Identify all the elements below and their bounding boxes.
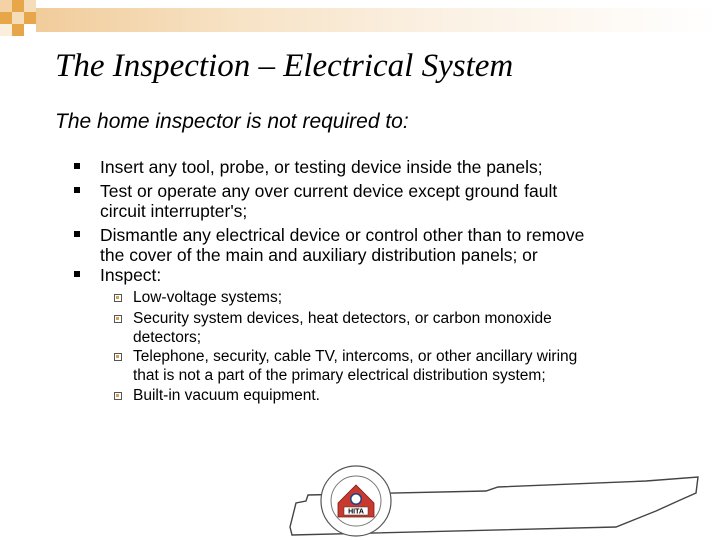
tri-star-inner xyxy=(352,495,361,504)
tennessee-seal-logo xyxy=(286,465,702,537)
list-item-line: Insert any tool, probe, or testing device inside the panels; xyxy=(100,157,543,177)
sub-list-item-line: Telephone, security, cable TV, intercoms, or other ancillary wiring xyxy=(133,348,578,365)
sub-list-item-line: that is not a part of the primary electrical distribution system; xyxy=(133,366,546,384)
seal-label: HITA xyxy=(348,508,364,516)
list-item-line: Test or operate any over current device except ground fault xyxy=(100,181,558,201)
list-item xyxy=(100,157,543,177)
square-bullet-icon xyxy=(74,187,80,193)
sub-list-item-line: Built-in vacuum equipment. xyxy=(133,387,320,404)
square-bullet-icon xyxy=(74,271,80,277)
sub-list-item-line: Security system devices, heat detectors, or carbon monoxide xyxy=(133,310,552,327)
box-bullet-icon xyxy=(114,392,122,400)
box-bullet-icon xyxy=(114,353,122,361)
sub-list-item-line: detectors; xyxy=(133,328,202,346)
list-item-line: the cover of the main and auxiliary distribution panels; or xyxy=(100,245,538,265)
square-bullet-icon xyxy=(74,231,80,237)
list-item-line: Inspect: xyxy=(100,265,162,285)
sub-list-item xyxy=(133,387,320,406)
slide-subtitle: The home inspector is not required to: xyxy=(55,110,409,133)
slide-title: The Inspection – Electrical System xyxy=(55,48,514,84)
box-bullet-icon xyxy=(114,294,122,302)
header-checker-decoration xyxy=(0,0,60,45)
list-item-line: circuit interrupter's; xyxy=(100,201,248,221)
list-item xyxy=(100,181,557,221)
sub-list-item xyxy=(133,310,552,347)
box-bullet-icon xyxy=(114,315,122,323)
list-item xyxy=(100,225,584,265)
sub-list-item-line: Low-voltage systems; xyxy=(133,289,283,306)
sub-list-item xyxy=(133,348,577,385)
square-bullet-icon xyxy=(74,163,80,169)
header-decoration-bar xyxy=(36,8,720,32)
list-item xyxy=(100,265,161,285)
sub-list-item xyxy=(133,289,282,308)
list-item-line: Dismantle any electrical device or control other than to remove xyxy=(100,225,585,245)
